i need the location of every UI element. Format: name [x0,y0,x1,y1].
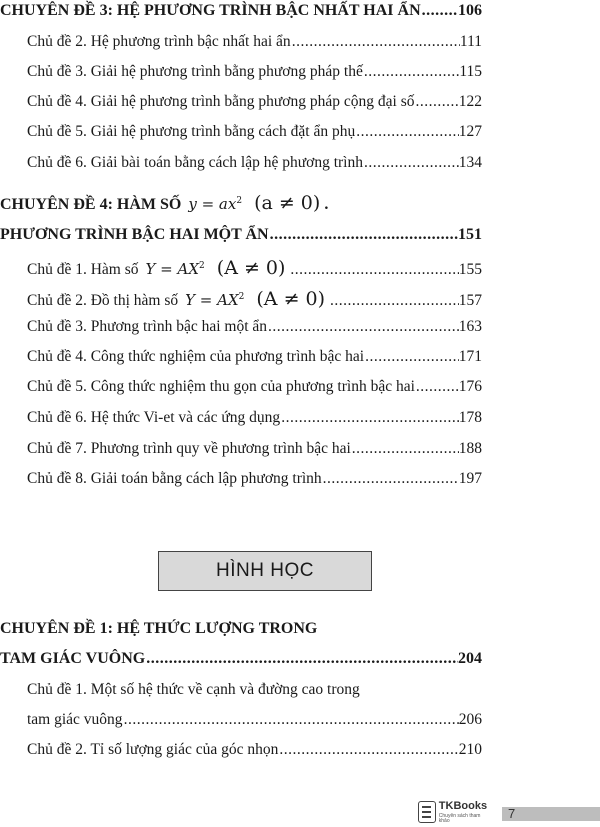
toc-entry-topic-line1[interactable] [27,681,482,699]
toc-page-number: 204 [458,650,482,667]
toc-entry-topic[interactable] [27,470,482,488]
toc-page-number: 178 [458,409,482,426]
leader-dots [278,741,458,759]
toc-entry-topic[interactable] [27,378,482,396]
leader-dots [363,63,459,81]
toc-page-number: 151 [458,226,482,243]
toc-entry-title: Chủ đề 1. Một số hệ thức về cạnh và đường cao trong [27,681,360,698]
toc-entry-topic[interactable] [27,154,482,172]
toc-page-number: 206 [458,711,482,728]
leader-dots [363,154,459,172]
toc-entry-geo-chuyen-de-1-line1[interactable] [0,620,482,638]
toc-entry-chuyen-de-3[interactable] [0,2,482,20]
toc-entry-topic[interactable] [27,288,482,310]
toc-entry-topic[interactable] [27,257,482,279]
toc-entry-topic[interactable] [27,741,482,759]
toc-entry-title: tam giác vuông [27,711,123,728]
toc-entry-title: Chủ đề 2. Hệ phương trình bậc nhất hai ẩn [27,33,291,50]
leader-dots [280,409,459,427]
toc-entry-title: Chủ đề 3. Phương trình bậc hai một ẩn [27,318,268,335]
logo-name: TKBooks [438,799,488,812]
toc-entry-title: Chủ đề 6. Hệ thức Vi-et và các ứng dụng [27,409,281,426]
toc-page-number: 111 [459,33,482,50]
toc-page-number: 127 [458,123,482,140]
toc-page-number: 188 [458,440,482,457]
toc-entry-chuyen-de-4-line1[interactable]: CHUYÊN ĐỀ 4: HÀM SỐ $y = ax^2$ (a ≠ 0) . [0,192,329,214]
toc-entry-topic[interactable] [27,123,482,141]
leader-dots [351,440,459,458]
toc-entry-title: PHƯƠNG TRÌNH BẬC HAI MỘT ẨN [0,226,269,243]
toc-entry-topic[interactable] [27,93,482,111]
leader-dots [267,318,459,336]
toc-page-number: 134 [458,154,482,171]
toc-entry-title: Chủ đề 5. Giải hệ phương trình bằng cách đặt ẩn phụ [27,123,356,140]
toc-page-number: 115 [459,63,482,80]
toc-entry-title: CHUYÊN ĐỀ 3: HỆ PHƯƠNG TRÌNH BẬC NHẤT HAI ẨN [0,2,421,19]
toc-page-number: 122 [458,93,482,110]
toc-page-number: 171 [458,348,482,365]
toc-entry-topic[interactable] [27,63,482,81]
toc-entry-topic[interactable] [27,409,482,427]
toc-page-number: 163 [458,318,482,335]
toc-entry-topic[interactable] [27,33,482,51]
toc-entry-chuyen-de-4-line2[interactable] [0,226,482,244]
toc-page-number: 197 [458,470,482,487]
toc-entry-title: Chủ đề 1. Hàm số [27,261,139,278]
leader-dots [415,93,459,111]
logo-tagline: Chuyên sách tham khảo [438,812,481,824]
leader-dots [291,33,460,51]
section-heading-hinh-hoc: HÌNH HỌC [158,551,372,591]
toc-entry-title: Chủ đề 5. Công thức nghiệm thu gọn của phương trình bậc hai [27,378,415,395]
toc-page-number: 176 [458,378,482,395]
publisher-logo [418,798,492,826]
toc-entry-title: CHUYÊN ĐỀ 4: HÀM SỐ [0,196,182,213]
leader-dots [322,470,459,488]
toc-entry-topic[interactable] [27,440,482,458]
toc-entry-topic[interactable] [27,348,482,366]
page-number: 7 [508,806,516,821]
leader-dots [415,378,459,396]
leader-dots [329,292,459,310]
toc-entry-title: Chủ đề 4. Công thức nghiệm của phương trình bậc hai [27,348,365,365]
toc-page-number: 155 [458,261,482,278]
toc-entry-title: Chủ đề 2. Tỉ số lượng giác của góc nhọn [27,741,279,758]
toc-page-number: 157 [458,292,482,309]
leader-dots [355,123,459,141]
leader-dots [289,261,458,279]
toc-page-number: 210 [458,741,482,758]
footer-bar [502,807,600,821]
toc-entry-title: Chủ đề 3. Giải hệ phương trình bằng phương pháp thế [27,63,363,80]
math-formula: $Y = AX^2$ (A ≠ 0) [145,257,286,279]
book-icon [418,801,436,823]
toc-entry-title: CHUYÊN ĐỀ 1: HỆ THỨC LƯỢNG TRONG [0,620,318,637]
toc-entry-topic-line2[interactable] [27,711,482,729]
toc-entry-title: Chủ đề 4. Giải hệ phương trình bằng phương pháp cộng đại số [27,93,415,110]
toc-entry-topic[interactable] [27,318,482,336]
toc-entry-geo-chuyen-de-1-line2[interactable] [0,650,482,668]
math-formula: $Y = AX^2$ (A ≠ 0) [185,288,326,310]
toc-entry-title: Chủ đề 8. Giải toán bằng cách lập phương trình [27,470,322,487]
leader-dots [123,711,459,729]
toc-page-number: 106 [458,2,482,19]
toc-entry-title: TAM GIÁC VUÔNG [0,650,146,667]
toc-entry-title: Chủ đề 6. Giải bài toán bằng cách lập hệ phương trình [27,154,363,171]
toc-entry-title: Chủ đề 2. Đồ thị hàm số [27,292,179,309]
leader-dots [364,348,459,366]
toc-entry-title: Chủ đề 7. Phương trình quy về phương trình bậc hai [27,440,351,457]
math-formula: $y = ax^2$ (a ≠ 0) [188,192,321,214]
leader-dots [421,2,458,20]
leader-dots [145,650,458,668]
leader-dots [269,226,458,244]
